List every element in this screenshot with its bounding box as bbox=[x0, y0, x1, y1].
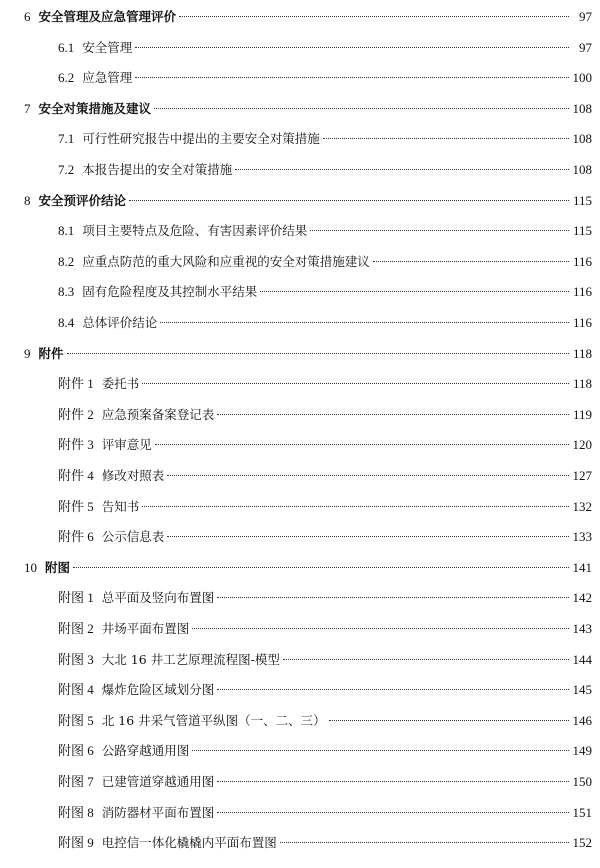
toc-section-entry[interactable] bbox=[58, 740, 592, 762]
dot-leader bbox=[154, 108, 569, 109]
entry-number: 8.4 bbox=[58, 315, 75, 330]
dot-leader bbox=[179, 16, 569, 17]
entry-page-number: 116 bbox=[572, 284, 592, 300]
entry-title: 委托书 bbox=[101, 376, 140, 392]
entry-page-number: 150 bbox=[572, 774, 592, 789]
dot-leader bbox=[192, 750, 569, 751]
entry-number: 6.2 bbox=[58, 70, 75, 86]
toc-section-entry[interactable] bbox=[58, 67, 592, 89]
toc-section-entry[interactable] bbox=[58, 832, 592, 854]
entry-title: 电控信一体化橇橇内平面布置图 bbox=[101, 835, 277, 851]
entry-title: 井场平面布置图 bbox=[101, 621, 190, 636]
toc-section-entry[interactable] bbox=[58, 465, 592, 487]
entry-title: 大北 16 井工艺原理流程图-模型 bbox=[101, 651, 280, 667]
toc-section-entry[interactable] bbox=[58, 618, 592, 640]
entry-number: 附件 5 bbox=[58, 498, 94, 514]
entry-page-number: 97 bbox=[579, 39, 592, 55]
dot-leader bbox=[160, 322, 569, 323]
dot-leader bbox=[135, 47, 569, 48]
dot-leader bbox=[67, 353, 569, 354]
toc-section-entry[interactable] bbox=[58, 37, 592, 59]
entry-title: 总体评价结论 bbox=[82, 315, 158, 330]
entry-number: 附件 2 bbox=[58, 406, 94, 422]
dot-leader bbox=[129, 200, 569, 201]
entry-number: 6 bbox=[24, 9, 31, 24]
dot-leader bbox=[329, 720, 569, 721]
entry-title: 已建管道穿越通用图 bbox=[101, 774, 215, 789]
toc-section-entry[interactable] bbox=[58, 802, 592, 824]
entry-number: 10 bbox=[24, 559, 37, 575]
entry-page-number: 132 bbox=[572, 498, 592, 514]
entry-number: 附图 6 bbox=[58, 743, 94, 759]
entry-title: 公示信息表 bbox=[101, 529, 165, 545]
entry-number: 9 bbox=[24, 345, 31, 361]
entry-number: 7 bbox=[24, 100, 31, 116]
dot-leader bbox=[73, 567, 569, 568]
entry-number: 附图 9 bbox=[58, 835, 94, 851]
entry-page-number: 108 bbox=[572, 162, 592, 177]
entry-title: 可行性研究报告中提出的主要安全对策措施 bbox=[82, 131, 320, 147]
entry-page-number: 145 bbox=[572, 682, 592, 698]
toc-section-entry[interactable] bbox=[58, 679, 592, 701]
toc-section-entry[interactable] bbox=[58, 251, 592, 273]
entry-title: 总平面及竖向布置图 bbox=[101, 590, 215, 606]
toc-section-entry[interactable] bbox=[58, 220, 592, 242]
entry-title: 安全管理 bbox=[82, 39, 133, 55]
dot-leader bbox=[217, 689, 569, 690]
entry-number: 附件 4 bbox=[58, 468, 94, 483]
toc-section-entry[interactable] bbox=[58, 159, 592, 181]
entry-number: 附图 2 bbox=[58, 621, 94, 636]
entry-title: 告知书 bbox=[101, 498, 140, 514]
dot-leader bbox=[142, 506, 569, 507]
entry-number: 8.1 bbox=[58, 223, 75, 239]
toc-chapter-entry[interactable] bbox=[24, 98, 592, 120]
entry-page-number: 116 bbox=[572, 253, 592, 269]
entry-page-number: 97 bbox=[579, 9, 592, 24]
entry-page-number: 119 bbox=[572, 406, 592, 422]
entry-number: 附图 5 bbox=[58, 712, 94, 728]
entry-number: 6.1 bbox=[58, 39, 75, 55]
dot-leader bbox=[235, 169, 569, 170]
toc-section-entry[interactable] bbox=[58, 281, 592, 303]
dot-leader bbox=[283, 659, 569, 660]
entry-title: 安全预评价结论 bbox=[38, 192, 127, 208]
dot-leader bbox=[155, 444, 569, 445]
dot-leader bbox=[217, 812, 569, 813]
entry-title: 公路穿越通用图 bbox=[101, 743, 190, 759]
toc-section-entry[interactable] bbox=[58, 710, 592, 732]
entry-number: 附图 3 bbox=[58, 651, 94, 667]
toc-section-entry[interactable] bbox=[58, 587, 592, 609]
entry-page-number: 115 bbox=[572, 192, 592, 208]
entry-page-number: 149 bbox=[572, 743, 592, 759]
entry-title: 评审意见 bbox=[101, 437, 152, 453]
toc-section-entry[interactable] bbox=[58, 771, 592, 793]
dot-leader bbox=[142, 383, 569, 384]
entry-page-number: 144 bbox=[572, 651, 592, 667]
entry-number: 8.2 bbox=[58, 253, 75, 269]
entry-title: 固有危险程度及其控制水平结果 bbox=[82, 284, 258, 300]
entry-number: 7.1 bbox=[58, 131, 75, 147]
entry-number: 附件 6 bbox=[58, 529, 94, 545]
entry-title: 应急管理 bbox=[82, 70, 133, 86]
toc-chapter-entry[interactable] bbox=[24, 343, 592, 365]
toc-section-entry[interactable] bbox=[58, 404, 592, 426]
dot-leader bbox=[280, 842, 569, 843]
entry-number: 附件 1 bbox=[58, 376, 94, 392]
toc-section-entry[interactable] bbox=[58, 373, 592, 395]
entry-title: 安全对策措施及建议 bbox=[38, 100, 152, 116]
toc-section-entry[interactable] bbox=[58, 128, 592, 150]
entry-number: 附图 8 bbox=[58, 804, 94, 820]
entry-page-number: 146 bbox=[572, 712, 592, 728]
dot-leader bbox=[373, 261, 569, 262]
dot-leader bbox=[192, 628, 569, 629]
entry-page-number: 118 bbox=[572, 376, 592, 392]
toc-chapter-entry[interactable] bbox=[24, 557, 592, 579]
entry-number: 附图 1 bbox=[58, 590, 94, 606]
toc-section-entry[interactable] bbox=[58, 496, 592, 518]
entry-number: 7.2 bbox=[58, 162, 75, 177]
dot-leader bbox=[167, 536, 569, 537]
entry-page-number: 143 bbox=[572, 621, 592, 636]
entry-title: 附件 bbox=[38, 345, 64, 361]
entry-title: 消防器材平面布置图 bbox=[101, 804, 215, 820]
entry-number: 8.3 bbox=[58, 284, 75, 300]
entry-page-number: 141 bbox=[572, 559, 592, 575]
entry-page-number: 120 bbox=[572, 437, 592, 453]
entry-page-number: 151 bbox=[572, 804, 592, 820]
entry-title: 安全管理及应急管理评价 bbox=[38, 9, 177, 24]
entry-page-number: 115 bbox=[572, 223, 592, 239]
dot-leader bbox=[135, 77, 569, 78]
entry-title: 爆炸危险区域划分图 bbox=[101, 682, 215, 698]
entry-title: 应重点防范的重大风险和应重视的安全对策措施建议 bbox=[82, 253, 370, 269]
dot-leader bbox=[167, 475, 569, 476]
dot-leader bbox=[260, 291, 569, 292]
entry-page-number: 100 bbox=[572, 70, 592, 86]
entry-page-number: 152 bbox=[572, 835, 592, 851]
entry-page-number: 127 bbox=[572, 468, 592, 483]
toc-chapter-entry[interactable] bbox=[24, 190, 592, 212]
entry-title: 本报告提出的安全对策措施 bbox=[82, 162, 233, 177]
entry-page-number: 108 bbox=[572, 131, 592, 147]
entry-page-number: 142 bbox=[572, 590, 592, 606]
entry-page-number: 118 bbox=[572, 345, 592, 361]
dot-leader bbox=[217, 781, 569, 782]
entry-title: 修改对照表 bbox=[101, 468, 165, 483]
toc-section-entry[interactable] bbox=[58, 312, 592, 334]
dot-leader bbox=[217, 414, 569, 415]
entry-page-number: 133 bbox=[572, 529, 592, 545]
toc-section-entry[interactable] bbox=[58, 434, 592, 456]
entry-number: 8 bbox=[24, 192, 31, 208]
entry-number: 附图 7 bbox=[58, 774, 94, 789]
entry-title: 附图 bbox=[45, 559, 71, 575]
toc-chapter-entry[interactable] bbox=[24, 6, 592, 28]
toc-section-entry[interactable] bbox=[58, 649, 592, 671]
entry-number: 附件 3 bbox=[58, 437, 94, 453]
entry-title: 项目主要特点及危险、有害因素评价结果 bbox=[82, 223, 308, 239]
toc-section-entry[interactable] bbox=[58, 526, 592, 548]
entry-number: 附图 4 bbox=[58, 682, 94, 698]
entry-title: 应急预案备案登记表 bbox=[101, 406, 215, 422]
entry-page-number: 108 bbox=[572, 100, 592, 116]
entry-page-number: 116 bbox=[572, 315, 592, 330]
dot-leader bbox=[217, 597, 569, 598]
entry-title: 北 16 井采气管道平纵图（一、二、三） bbox=[101, 712, 326, 728]
dot-leader bbox=[310, 230, 569, 231]
dot-leader bbox=[323, 138, 569, 139]
